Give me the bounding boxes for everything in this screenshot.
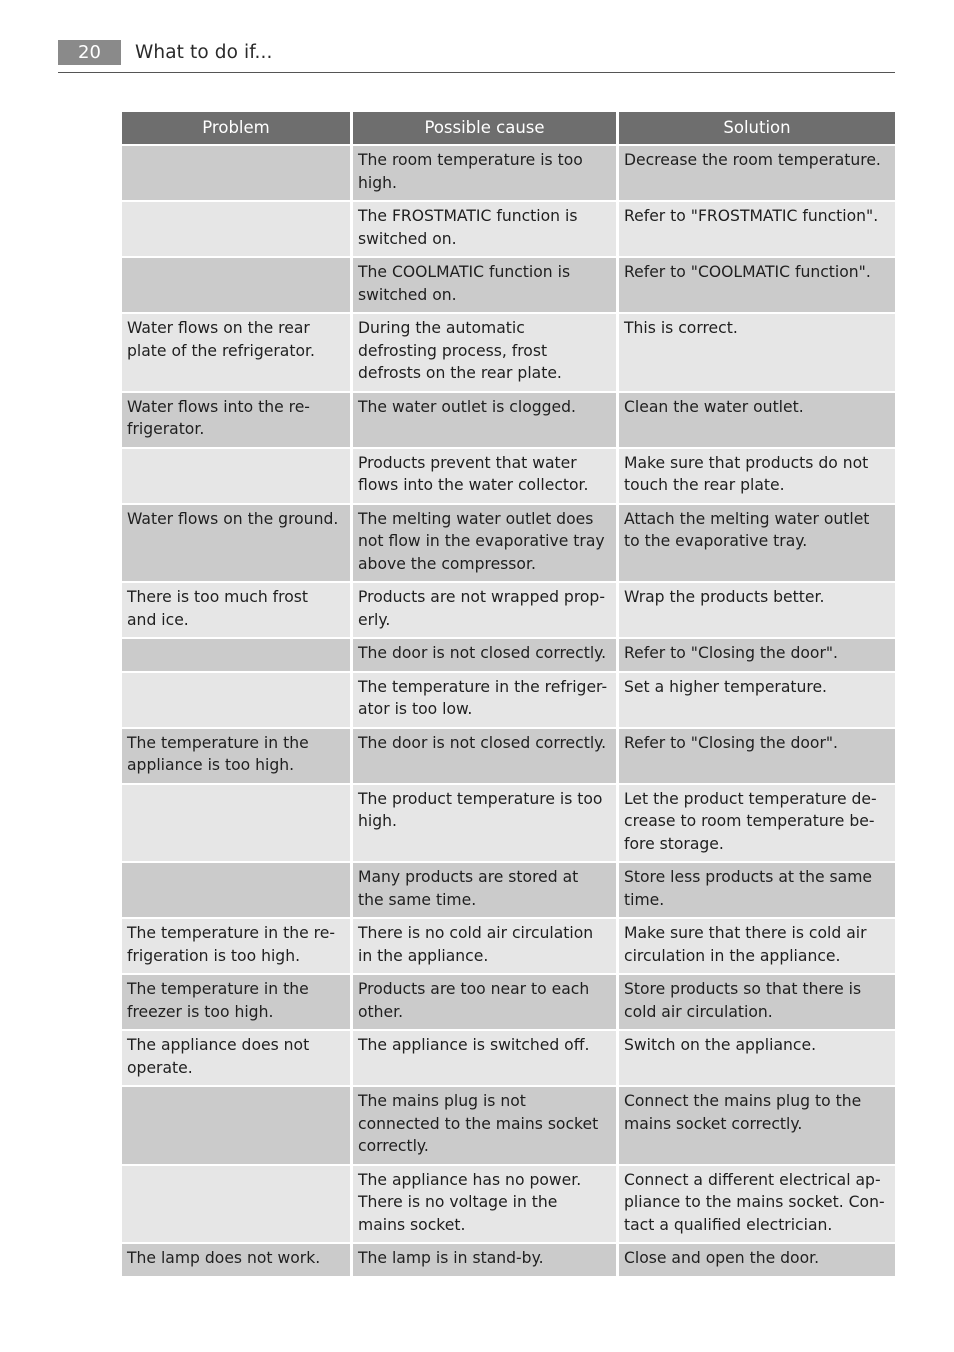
possible-cause-cell: Products are too near to each other. <box>353 975 619 1031</box>
possible-cause-cell: The FROSTMATIC function is switched on. <box>353 202 619 258</box>
solution-cell: Store products so that there is cold air circulation. <box>619 975 895 1031</box>
table-row <box>122 863 895 919</box>
problem-cell <box>122 449 353 505</box>
solution-cell: Refer to "Closing the door". <box>619 639 895 673</box>
problem-cell <box>122 785 353 864</box>
problem-cell <box>122 639 353 673</box>
table-row <box>122 919 895 975</box>
solution-cell: Refer to "COOLMATIC function". <box>619 258 895 314</box>
column-header-problem: Problem <box>122 112 353 146</box>
possible-cause-cell: Products are not wrapped prop-erly. <box>353 583 619 639</box>
solution-cell: Switch on the appliance. <box>619 1031 895 1087</box>
possible-cause-cell: Products prevent that water flows into the water collector. <box>353 449 619 505</box>
table-row <box>122 729 895 785</box>
possible-cause-cell: The melting water outlet does not flow in the evaporative tray above the compressor. <box>353 505 619 584</box>
problem-cell: The temperature in the freezer is too high. <box>122 975 353 1031</box>
table-row <box>122 583 895 639</box>
possible-cause-cell: The mains plug is not connected to the mains socket correctly. <box>353 1087 619 1166</box>
table-row <box>122 1244 895 1278</box>
possible-cause-cell: There is no cold air circulation in the appliance. <box>353 919 619 975</box>
table-row <box>122 314 895 393</box>
problem-cell: There is too much frost and ice. <box>122 583 353 639</box>
table-row <box>122 1031 895 1087</box>
problem-cell <box>122 673 353 729</box>
possible-cause-cell: During the automatic defrosting process, frost defrosts on the rear plate. <box>353 314 619 393</box>
table-row <box>122 146 895 202</box>
solution-cell: Make sure that products do not touch the rear plate. <box>619 449 895 505</box>
page-header <box>58 40 895 73</box>
solution-cell: Let the product temperature de-crease to room temperature be-fore storage. <box>619 785 895 864</box>
table-row <box>122 449 895 505</box>
solution-cell: This is correct. <box>619 314 895 393</box>
table-header-row <box>122 112 895 146</box>
solution-cell: Decrease the room temperature. <box>619 146 895 202</box>
possible-cause-cell: The appliance is switched off. <box>353 1031 619 1087</box>
solution-cell: Clean the water outlet. <box>619 393 895 449</box>
possible-cause-cell: The COOLMATIC function is switched on. <box>353 258 619 314</box>
possible-cause-cell: The product temperature is too high. <box>353 785 619 864</box>
table-row <box>122 258 895 314</box>
problem-cell: Water flows on the ground. <box>122 505 353 584</box>
problem-cell <box>122 258 353 314</box>
problem-cell: The temperature in the appliance is too high. <box>122 729 353 785</box>
solution-cell: Refer to "Closing the door". <box>619 729 895 785</box>
problem-cell <box>122 146 353 202</box>
troubleshooting-table <box>122 112 895 1278</box>
column-header-possible-cause: Possible cause <box>353 112 619 146</box>
table-row <box>122 673 895 729</box>
solution-cell: Make sure that there is cold air circulation in the appliance. <box>619 919 895 975</box>
problem-cell: The lamp does not work. <box>122 1244 353 1278</box>
problem-cell <box>122 1087 353 1166</box>
solution-cell: Attach the melting water outlet to the evaporative tray. <box>619 505 895 584</box>
problem-cell <box>122 202 353 258</box>
table-row <box>122 505 895 584</box>
possible-cause-cell: The lamp is in stand-by. <box>353 1244 619 1278</box>
solution-cell: Store less products at the same time. <box>619 863 895 919</box>
possible-cause-cell: The appliance has no power. There is no voltage in the mains socket. <box>353 1166 619 1245</box>
solution-cell: Wrap the products better. <box>619 583 895 639</box>
table-row <box>122 202 895 258</box>
solution-cell: Set a higher temperature. <box>619 673 895 729</box>
column-header-solution: Solution <box>619 112 895 146</box>
possible-cause-cell: The room temperature is too high. <box>353 146 619 202</box>
possible-cause-cell: The temperature in the refriger-ator is too low. <box>353 673 619 729</box>
table-row <box>122 639 895 673</box>
problem-cell: The appliance does not operate. <box>122 1031 353 1087</box>
table-body <box>122 146 895 1278</box>
possible-cause-cell: The water outlet is clogged. <box>353 393 619 449</box>
table-row <box>122 393 895 449</box>
section-title: What to do if... <box>135 42 273 63</box>
table-row <box>122 1166 895 1245</box>
problem-cell: The temperature in the re-frigeration is too high. <box>122 919 353 975</box>
solution-cell: Refer to "FROSTMATIC function". <box>619 202 895 258</box>
problem-cell <box>122 1166 353 1245</box>
table-row <box>122 1087 895 1166</box>
solution-cell: Connect a different electrical ap-pliance to the mains socket. Con-tact a qualified electrician. <box>619 1166 895 1245</box>
solution-cell: Connect the mains plug to the mains socket correctly. <box>619 1087 895 1166</box>
table-row <box>122 975 895 1031</box>
page-number: 20 <box>58 40 121 65</box>
problem-cell: Water flows on the rear plate of the refrigerator. <box>122 314 353 393</box>
problem-cell <box>122 863 353 919</box>
solution-cell: Close and open the door. <box>619 1244 895 1278</box>
problem-cell: Water flows into the re-frigerator. <box>122 393 353 449</box>
possible-cause-cell: The door is not closed correctly. <box>353 639 619 673</box>
table-row <box>122 785 895 864</box>
possible-cause-cell: The door is not closed correctly. <box>353 729 619 785</box>
possible-cause-cell: Many products are stored at the same time. <box>353 863 619 919</box>
